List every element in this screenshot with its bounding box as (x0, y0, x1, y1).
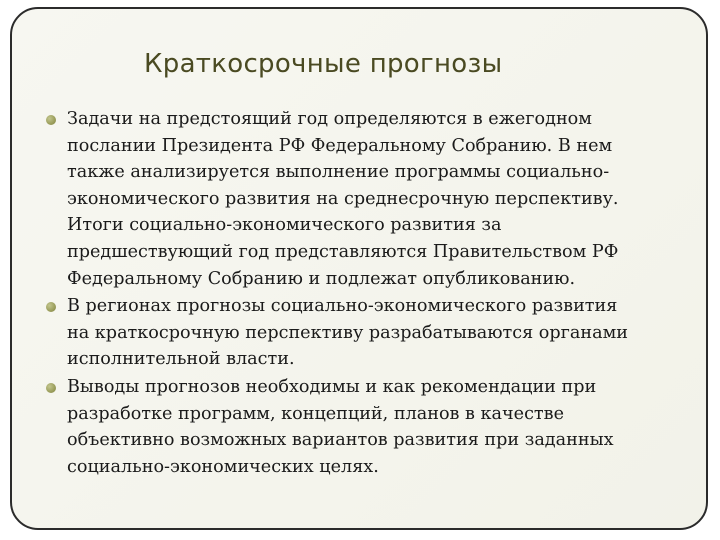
bullet-text-line: объективно возможных вариантов развития при заданных (67, 430, 614, 451)
bullet-text-line: Федеральному Собранию и подлежат опубликованию. (67, 268, 576, 289)
slide-title: Краткосрочные прогнозы (144, 49, 503, 79)
bullet-dot-icon (46, 115, 56, 125)
bullet-text-line: на краткосрочную перспективу разрабатываются органами (67, 322, 628, 343)
bullet-dot-icon (46, 383, 56, 393)
bullet-item (46, 374, 686, 480)
bullet-text-line: послании Президента РФ Федеральному Собранию. В нем (67, 135, 613, 156)
bullet-text-line: экономического развития на среднесрочную перспективу. (67, 188, 619, 209)
bullet-text-line: разработке программ, концепций, планов в качестве (67, 403, 564, 424)
bullet-list (46, 106, 686, 481)
bullet-item (46, 293, 686, 373)
bullet-item (46, 106, 686, 292)
bullet-dot-icon (46, 302, 56, 312)
slide-frame (10, 7, 708, 530)
bullet-text-line: В регионах прогнозы социально-экономического развития (67, 296, 618, 317)
bullet-text-line: социально-экономических целях. (67, 456, 379, 477)
bullet-text-line: предшествующий год представляются Правительством РФ (67, 241, 619, 262)
bullet-text-line: Выводы прогнозов необходимы и как рекомендации при (67, 376, 597, 397)
bullet-text-line: Итоги социально-экономического развития за (67, 215, 502, 236)
bullet-text-line: также анализируется выполнение программы социально- (67, 162, 610, 183)
bullet-text-line: Задачи на предстоящий год определяются в ежегодном (67, 109, 592, 129)
bullet-text-line: исполнительной власти. (67, 349, 295, 370)
